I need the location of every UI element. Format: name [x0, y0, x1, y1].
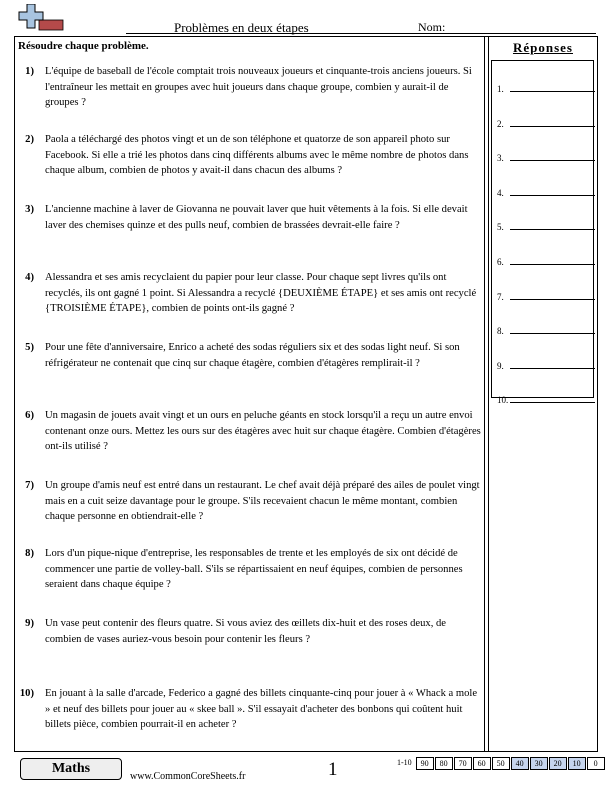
answer-line-6[interactable] — [497, 253, 595, 267]
score-cell: 50 — [492, 757, 510, 770]
instructions: Résoudre chaque problème. — [18, 40, 149, 52]
answer-blank[interactable] — [510, 229, 595, 230]
answer-number: 4. — [497, 187, 504, 198]
question-number: 6) — [25, 410, 34, 421]
score-cell: 10 — [568, 757, 586, 770]
answer-blank[interactable] — [510, 402, 595, 403]
score-cell: 40 — [511, 757, 529, 770]
question-text: Paola a téléchargé des photos vingt et un de son téléphone et quatorze de son appareil photo sur Facebook. Si elle a trié les photos dans cinq différents albums avec le même nombre de photos dans chaque album, combien de photos y avait-il dans chacun des albums ? — [45, 134, 469, 177]
answer-blank[interactable] — [510, 160, 595, 161]
question-number: 2) — [25, 134, 34, 145]
answer-number: 8. — [497, 326, 504, 337]
score-cell: 90 — [416, 757, 434, 770]
question-1 — [18, 64, 483, 111]
question-text: Un groupe d'amis neuf est entré dans un restaurant. Le chef avait déjà préparé des ailes de poulet vingt mais en a cuit seize davantage pour le groupe. S'ils recevaient chacun le même montant, combien chaque personne en obtiendrait-elle ? — [45, 480, 480, 523]
answer-line-1[interactable] — [497, 80, 595, 94]
question-number: 8) — [25, 548, 34, 559]
score-cell: 20 — [549, 757, 567, 770]
answer-line-9[interactable] — [497, 357, 595, 371]
question-number: 3) — [25, 204, 34, 215]
question-5 — [18, 340, 483, 371]
answer-blank[interactable] — [510, 91, 595, 92]
plus-logo-icon — [17, 4, 65, 38]
answer-blank[interactable] — [510, 368, 595, 369]
question-text: En jouant à la salle d'arcade, Federico a gagné des billets cinquante-cinq pour jouer à « Whack a mole » et neuf des billets pour jouer au « skee ball ». S'il essayait d'acheter des bonbons qui coûtent huit billets pièce, combien pourrait-il en acheter ? — [45, 688, 478, 731]
answer-blank[interactable] — [510, 264, 595, 265]
question-text: Alessandra et ses amis recyclaient du papier pour leur classe. Pour chaque sept livres qu'ils ont recyclés, ils ont gagné 1 point. Si Alessandra a recyclé {DEUXIÈME ÉTAPE} et ses amis ont recyclé {TROISIÈME ÉTAPE}, combien de points ont-ils gagné ? — [45, 272, 477, 315]
question-number: 7) — [25, 480, 34, 491]
answer-line-5[interactable] — [497, 218, 595, 232]
score-cell: 0 — [587, 757, 605, 770]
name-label: Nom: — [418, 20, 446, 34]
question-7 — [18, 478, 483, 525]
answer-number: 7. — [497, 291, 504, 302]
question-8 — [18, 546, 483, 593]
question-text: Pour une fête d'anniversaire, Enrico a acheté des sodas réguliers six et des sodas light neuf. Si son réfrigérateur ne contenait que cinq sur chaque étagère, combien d'étagères remplirait-il ? — [45, 342, 460, 369]
header-divider — [126, 33, 596, 34]
answer-number: 10. — [497, 395, 509, 406]
score-range-label: 1-10 — [397, 758, 412, 767]
answer-number: 1. — [497, 84, 504, 94]
question-text: L'équipe de baseball de l'école comptait trois nouveaux joueurs et cinquante-trois anciens joueurs. Si l'entraîneur les mettait en groupes avec huit joueurs dans chaque groupe, combien y aurait-il de groupes ? — [45, 66, 472, 109]
question-3 — [18, 202, 483, 233]
question-6 — [18, 408, 483, 455]
subject-badge: Maths — [20, 758, 122, 780]
answer-line-10[interactable] — [497, 391, 595, 405]
column-divider — [484, 36, 485, 752]
site-url: www.CommonCoreSheets.fr — [130, 771, 246, 782]
question-number: 1) — [25, 66, 34, 77]
answer-number: 5. — [497, 222, 504, 233]
score-cell: 60 — [473, 757, 491, 770]
score-cell: 70 — [454, 757, 472, 770]
worksheet-title: Problèmes en deux étapes — [174, 20, 309, 35]
answer-number: 2. — [497, 118, 504, 129]
question-number: 10) — [19, 688, 34, 699]
answer-number: 6. — [497, 257, 504, 267]
answer-blank[interactable] — [510, 299, 595, 300]
question-number: 9) — [25, 618, 34, 629]
answer-line-8[interactable] — [497, 322, 595, 336]
question-text: Lors d'un pique-nique d'entreprise, les responsables de trente et les employés de six ont décidé de commencer une partie de volley-ball. S'ils se répartissaient en neuf équipes, combien de personnes seraient dans chaque équipe ? — [45, 548, 463, 591]
answer-number: 9. — [497, 360, 504, 371]
score-cell: 30 — [530, 757, 548, 770]
question-number: 5) — [25, 342, 34, 353]
column-divider-inner — [488, 36, 489, 752]
answer-line-4[interactable] — [497, 184, 595, 198]
answer-line-3[interactable] — [497, 149, 595, 163]
question-text: Un vase peut contenir des fleurs quatre. Si vous aviez des œillets dix-huit et des roses deux, de combien de vases auriez-vous besoin pour contenir les fleurs ? — [45, 618, 446, 645]
score-cell: 80 — [435, 757, 453, 770]
answers-heading: Réponses — [512, 40, 573, 55]
question-2 — [18, 132, 483, 179]
question-4 — [18, 270, 483, 317]
question-text: Un magasin de jouets avait vingt et un ours en peluche géants en stock lorsqu'il a reçu un autre envoi contenant onze ours. Mettez les ours sur des étagères avec huit sur chaque étagère. Combien d'étagères ont-ils utilisé ? — [45, 410, 481, 453]
answer-number: 3. — [497, 153, 504, 164]
score-table — [396, 757, 605, 770]
question-text: L'ancienne machine à laver de Giovanna ne pouvait laver que huit vêtements à la fois. Si elle devait laver des chemises quinze et des pulls neuf, combien de brassées devrait-elle faire ? — [45, 204, 468, 231]
page-number: 1 — [328, 759, 338, 780]
question-10 — [18, 686, 483, 733]
question-number: 4) — [25, 272, 34, 283]
answer-blank[interactable] — [510, 126, 595, 127]
answer-line-7[interactable] — [497, 288, 595, 302]
answer-line-2[interactable] — [497, 115, 595, 129]
answer-blank[interactable] — [510, 333, 595, 334]
question-9 — [18, 616, 483, 647]
answer-blank[interactable] — [510, 195, 595, 196]
